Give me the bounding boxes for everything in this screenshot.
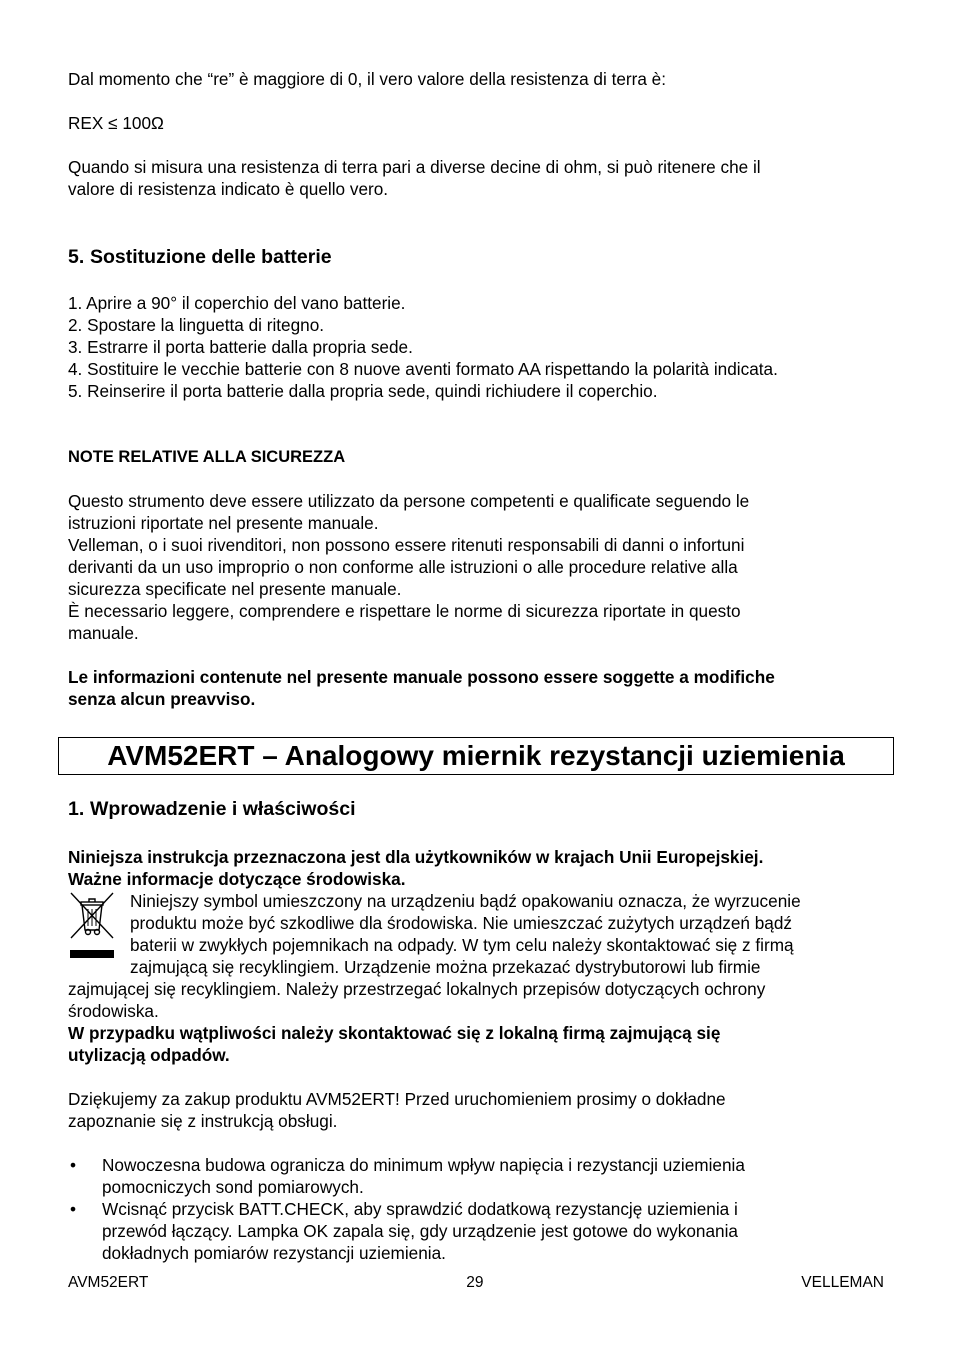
bullet-text: pomocniczych sond pomiarowych. xyxy=(102,1177,364,1197)
polish-section xyxy=(68,796,888,1264)
weee-text: baterii w zwykłych pojemnikach na odpady. W tym celu należy skontaktować się z firmą xyxy=(130,935,794,955)
safety-text: istruzioni riportate nel presente manuale. xyxy=(68,513,379,533)
safety-title: NOTE RELATIVE ALLA SICUREZZA xyxy=(68,448,346,466)
bullet-text: dokładnych pomiarów rezystancji uziemienia. xyxy=(102,1243,446,1263)
formula: REX ≤ 100Ω xyxy=(68,113,164,133)
list-item: 2. Spostare la linguetta di ritegno. xyxy=(68,315,325,335)
list-item xyxy=(68,1198,888,1264)
safety-text: sicurezza specificate nel presente manuale. xyxy=(68,579,402,599)
weee-block xyxy=(68,890,888,978)
bullet-text: Nowoczesna budowa ogranicza do minimum wpływ napięcia i rezystancji uziemienia xyxy=(102,1155,745,1175)
safety-text: derivanti da un uso improprio o non conforme alle istruzioni o alle procedure relative alla xyxy=(68,557,738,577)
italian-section xyxy=(68,68,888,710)
intro-line: Quando si misura una resistenza di terra pari a diverse decine di ohm, si può ritenere che il xyxy=(68,157,761,177)
list-item: 3. Estrarre il porta batterie dalla propria sede. xyxy=(68,337,413,357)
footer-model: AVM52ERT xyxy=(68,1274,149,1291)
list-item: 4. Sostituire le vecchie batterie con 8 nuove aventi formato AA rispettando la polarità indicata. xyxy=(68,359,778,379)
section-number: 5. xyxy=(68,246,85,268)
list-item xyxy=(68,1154,888,1198)
thanks-text: Dziękujemy za zakup produktu AVM52ERT! Przed uruchomieniem prosimy o dokładne xyxy=(68,1089,726,1109)
bullet-text: Wcisnąć przycisk BATT.CHECK, aby sprawdzić dodatkową rezystancję uziemienia i xyxy=(102,1199,738,1219)
env-notice-title: Ważne informacje dotyczące środowiska. xyxy=(68,869,406,889)
list-item: 5. Reinserire il porta batterie dalla propria sede, quindi richiudere il coperchio. xyxy=(68,381,658,401)
page-number: 29 xyxy=(466,1274,484,1291)
list-item: 1. Aprire a 90° il coperchio del vano batterie. xyxy=(68,293,406,313)
polish-title: AVM52ERT – Analogowy miernik rezystancji uziemienia xyxy=(107,740,845,771)
intro-line: valore di resistenza indicato è quello vero. xyxy=(68,179,389,199)
safety-disclaimer: senza alcun preavviso. xyxy=(68,689,256,709)
weee-text: produktu może być szkodliwe dla środowiska. Nie umieszczać zużytych urządzeń bądź xyxy=(130,913,793,933)
crossed-out-wheelie-bin-icon xyxy=(68,890,116,962)
bullet-text: przewód łączący. Lampka OK zapala się, gdy urządzenie jest gotowe do wykonania xyxy=(102,1221,738,1241)
polish-title-box xyxy=(58,737,894,775)
weee-text: zajmującą się recyklingiem. Urządzenie można przekazać dystrybutorowi lub firmie xyxy=(130,957,761,977)
steps-list xyxy=(68,292,888,402)
feature-list xyxy=(68,1154,888,1264)
section-number: 1. xyxy=(68,798,85,820)
safety-text: È necessario leggere, comprendere e rispettare le norme di sicurezza riportate in questo xyxy=(68,601,741,621)
safety-disclaimer: Le informazioni contenute nel presente manuale possono essere soggette a modifiche xyxy=(68,667,775,687)
section-title: Sostituzione delle batterie xyxy=(90,246,332,268)
section-heading xyxy=(68,796,888,822)
contact-notice: W przypadku wątpliwości należy skontaktować się z lokalną firmą zajmującą się xyxy=(68,1023,721,1043)
section-title: Wprowadzenie i właściwości xyxy=(90,798,356,820)
weee-text: Niniejszy symbol umieszczony na urządzeniu bądź opakowaniu oznacza, że wyrzucenie xyxy=(130,891,801,911)
thanks-text: zapoznanie się z instrukcją obsługi. xyxy=(68,1111,338,1131)
page-footer xyxy=(68,1272,884,1294)
section-heading xyxy=(68,244,888,270)
intro-line: Dal momento che “re” è maggiore di 0, il vero valore della resistenza di terra è: xyxy=(68,69,667,89)
footer-brand: VELLEMAN xyxy=(801,1274,884,1291)
safety-text: Velleman, o i suoi rivenditori, non possono essere ritenuti responsabili di danni o infortuni xyxy=(68,535,745,555)
bullet-icon: • xyxy=(70,1155,77,1175)
safety-text: manuale. xyxy=(68,623,139,643)
safety-text: Questo strumento deve essere utilizzato da persone competenti e qualificate seguendo le xyxy=(68,491,750,511)
contact-notice: utylizacją odpadów. xyxy=(68,1045,230,1065)
weee-text: zajmującej się recyklingiem. Należy przestrzegać lokalnych przepisów dotyczących ochrony xyxy=(68,979,766,999)
bullet-icon: • xyxy=(70,1199,77,1219)
weee-text: środowiska. xyxy=(68,1001,159,1021)
eu-notice: Niniejsza instrukcja przeznaczona jest dla użytkowników w krajach Unii Europejskiej. xyxy=(68,847,764,867)
